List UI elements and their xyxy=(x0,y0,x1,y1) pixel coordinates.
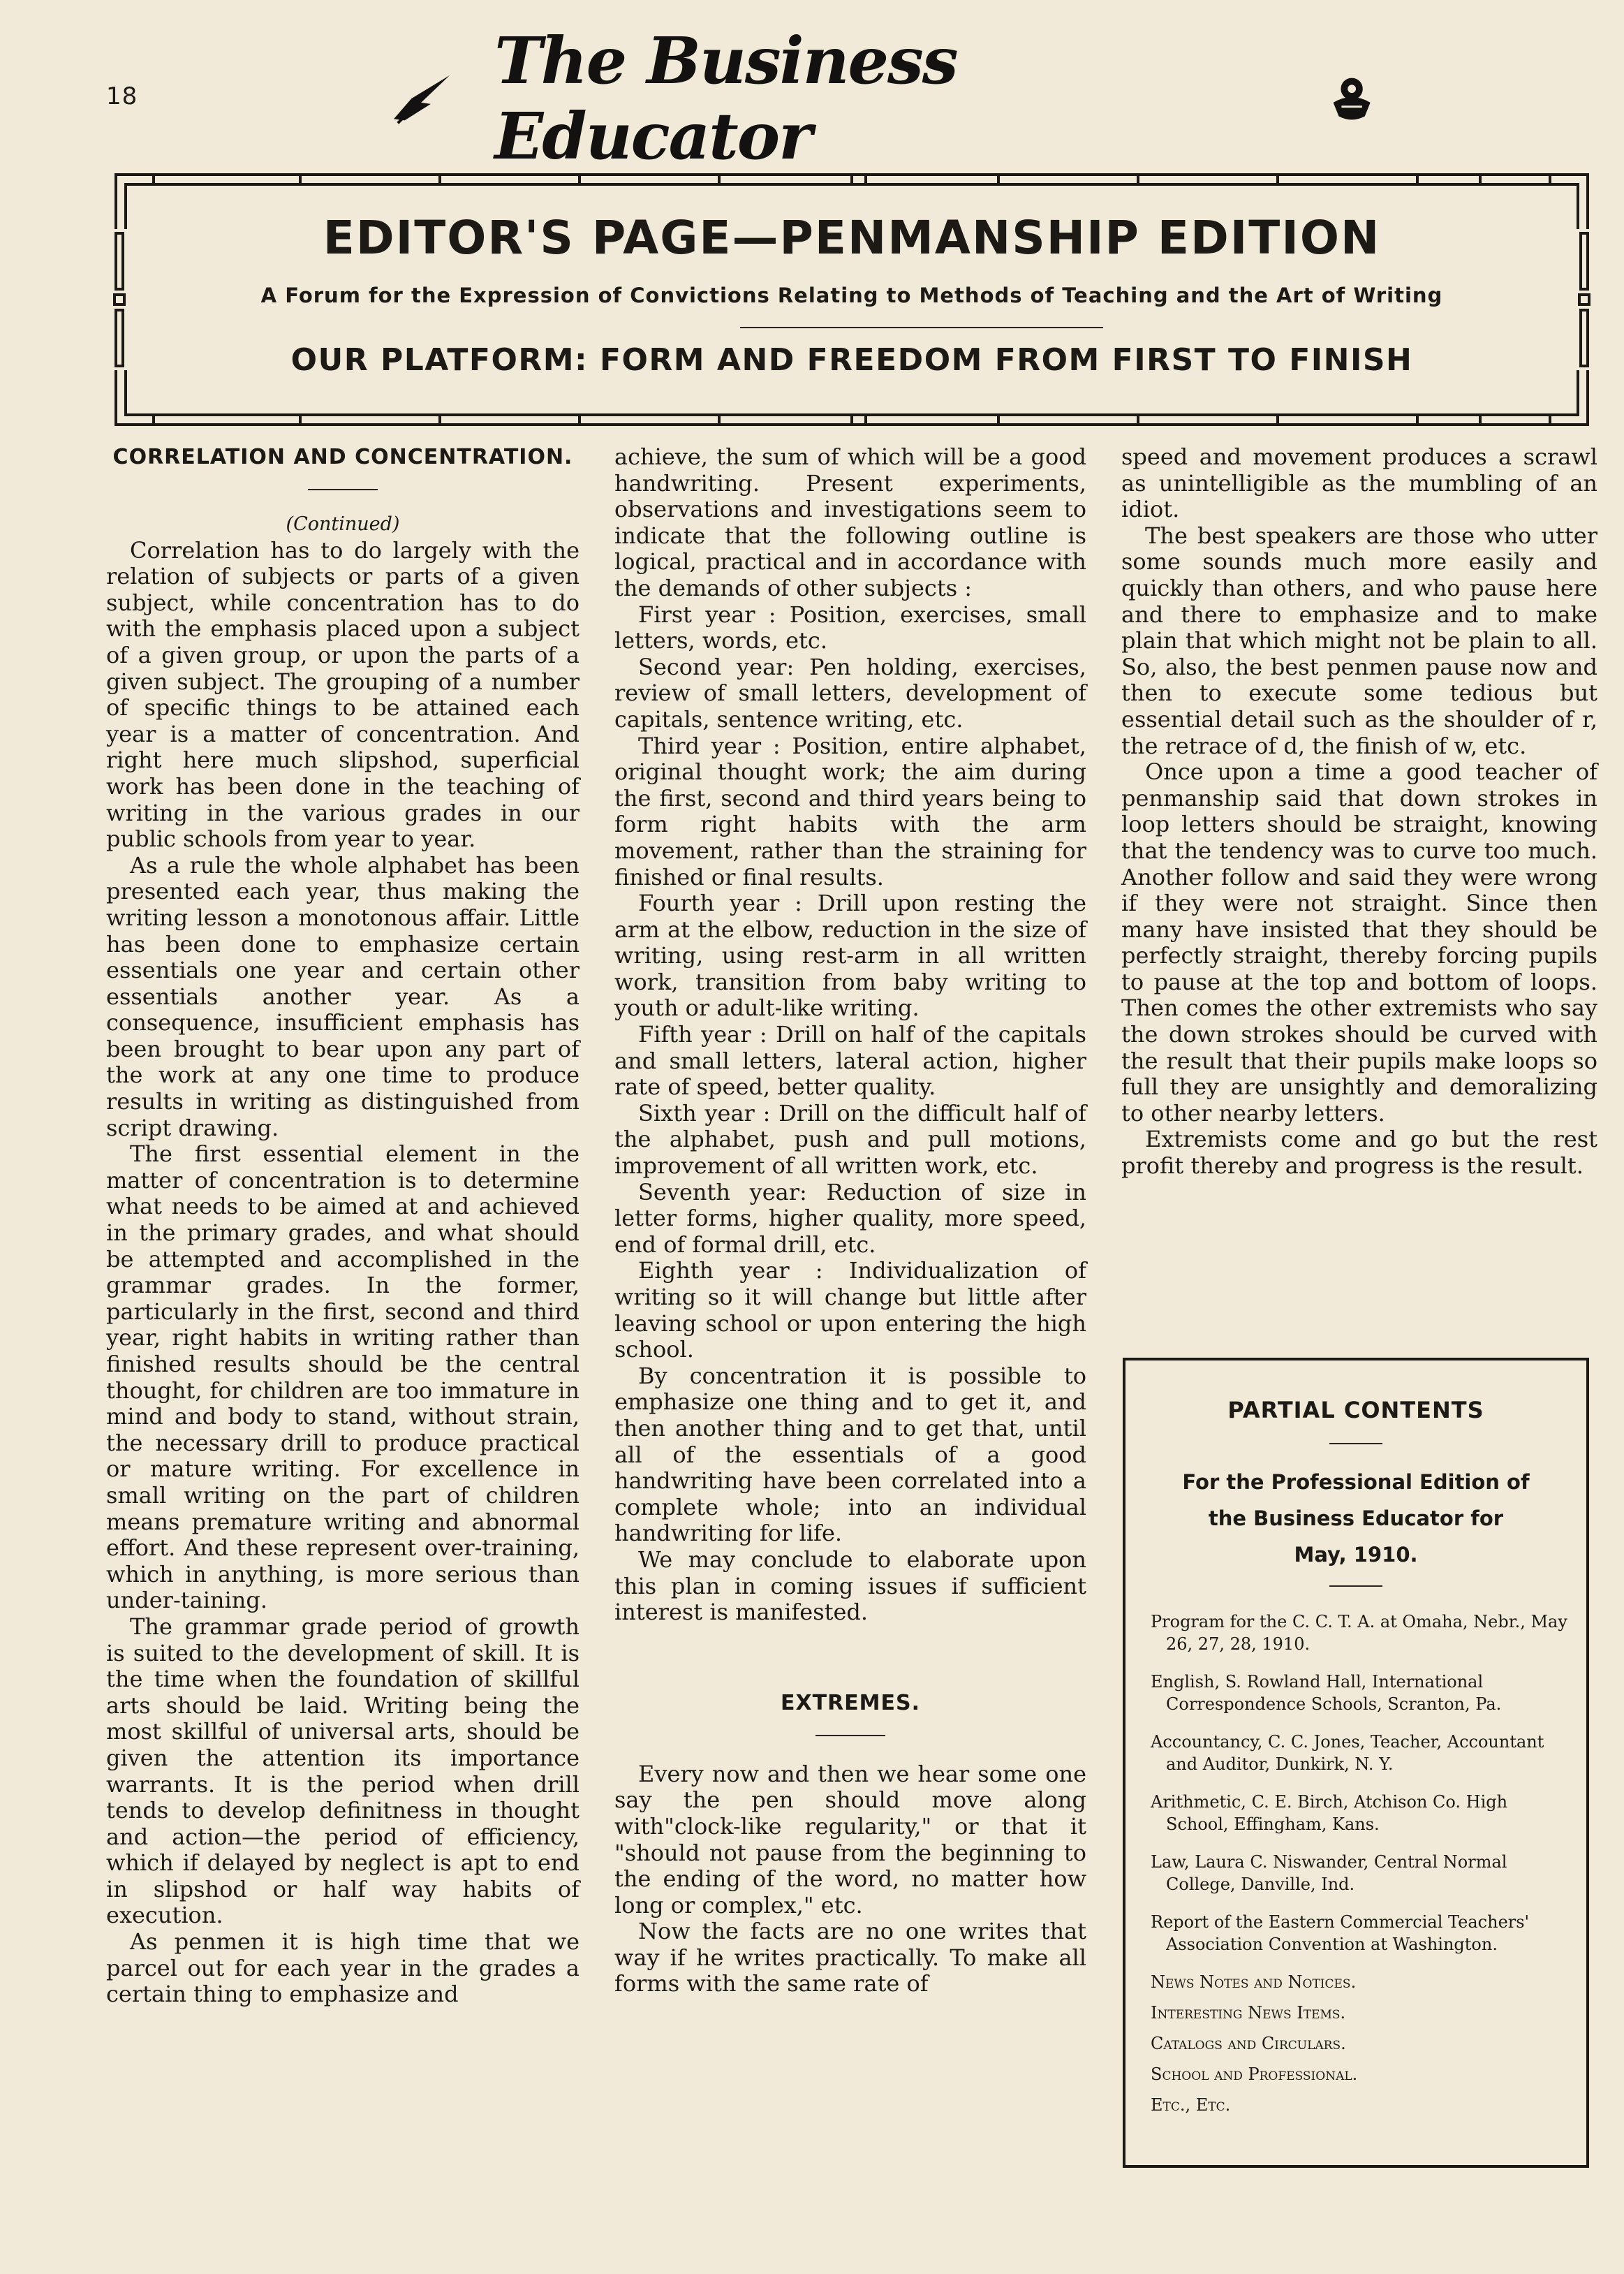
contents-title: PARTIAL CONTENTS xyxy=(1227,1397,1484,1423)
article-paragraph: Correlation has to do largely with the relation of subjects or parts of a given subject, while concentration has to do with the emphasis placed upon a subject of a given group, or upon the parts of a given subject. The grouping of a number of specific things to be attained each year is a matter of concentration. And right here much slipshod, superficial work has been done in the teaching of writing in the various grades in our public schools from year to year. xyxy=(106,536,580,853)
platform-statement: OUR PLATFORM: FORM AND FREEDOM FROM FIRST TO FINISH xyxy=(290,342,1413,378)
editor-page-header xyxy=(112,170,1592,429)
article-paragraph: As a rule the whole alphabet has been presented each year, thus making the writing lesson a monotonous affair. Little has been done to emphasize certain essentials one year and certain other essentials another year. As a consequence, insufficient emphasis has been brought to bear upon any part of the work at any one time to produce results in writing as distinguished from script drawing. xyxy=(106,851,580,1141)
article-paragraph: By concentration it is possible to emphasize one thing and to get it, and then another thing and to get that, until all of the essentials of a good handwriting have been correlated into a complete whole; into an individual handwriting for life. xyxy=(614,1362,1086,1547)
continued-note: (Continued) xyxy=(286,513,400,535)
contents-item: Accountancy, C. C. Jones, Teacher, Accountant and Auditor, Dunkirk, N. Y. xyxy=(1151,1732,1544,1774)
article-paragraph: The first essential element in the matter of concentration is to determine what needs to be aimed at and achieved in the primary grades, and what should be attempted and accomplished in the grammar grades. In the former, particularly in the first, second and third year, right habits in writing rather than finished results should be the central thought, for children are too immature in mind and body to stand, without strain, the necessary drill to produce practical or mature writing. For excellence in small writing on the part of children means premature writing and abnormal effort. And these represent over-training, which in anything, is more serious than under-taining. xyxy=(106,1140,580,1614)
contents-item: Arithmetic, C. E. Birch, Atchison Co. High School, Effingham, Kans. xyxy=(1151,1792,1508,1834)
column-right xyxy=(1121,444,1597,1180)
contents-item: Program for the C. C. T. A. at Omaha, Nebr., May 26, 27, 28, 1910. xyxy=(1151,1612,1567,1654)
year-outline-item: First year : Position, exercises, small letters, words, etc. xyxy=(614,601,1086,654)
article-paragraph: As penmen it is high time that we parcel out for each year in the grades a certain thing to emphasize and xyxy=(106,1928,580,2008)
contents-item: Interesting News Items. xyxy=(1151,2003,1346,2023)
contents-item: Report of the Eastern Commercial Teachers' Association Convention at Washington. xyxy=(1151,1912,1530,1954)
article-paragraph: Once upon a time a good teacher of penmanship said that down strokes in loop letters should be straight, knowing that the tendency was to curve too much. Another follow and said they were wrong if they were not straight. Since then many have insisted that they should be perfectly straight, thereby forcing pupils to pause at the top and bottom of loops. Then comes the other extremists who say the down strokes should be curved with the result that their pupils make loops so full they are unsightly and demoralizing to other nearby letters. xyxy=(1121,758,1597,1127)
article-title-extremes: EXTREMES. xyxy=(780,1690,921,1715)
article-paragraph: The best speakers are those who utter some sounds much more easily and quickly than others, and who pause here and there to emphasize and to make plain that which might not be plain to all. So, also, the best penmen pause now and then to execute some tedious but essential detail such as the shoulder of r, the retrace of d, the finish of w, etc. xyxy=(1121,522,1597,759)
year-outline-item: Seventh year: Reduction of size in letter forms, higher quality, more speed, end of formal drill, etc. xyxy=(614,1178,1086,1258)
article-title-correlation: CORRELATION AND CONCENTRATION. xyxy=(112,445,573,469)
title-divider xyxy=(815,1735,885,1736)
year-outline-item: Eighth year : Individualization of writing so it will change but little after leaving school or upon entering the high school. xyxy=(614,1257,1086,1363)
article-paragraph: Every now and then we hear some one say the pen should move along with"clock-like regularity," or that it "should not pause from the beginning to the ending of the word, no matter how long or complex," etc. xyxy=(614,1760,1086,1919)
article-paragraph: The grammar grade period of growth is suited to the development of skill. It is the time when the foundation of skillful arts should be laid. Writing being the most skillful of universal arts, should be given the attention its importance warrants. It is the period when drill tends to develop definitness in thought and action—the period of efficiency, which if delayed by neglect is apt to end in slipshod or half way habits of execution. xyxy=(106,1613,580,1929)
title-divider xyxy=(308,489,378,490)
contents-item: Catalogs and Circulars. xyxy=(1151,2034,1346,2053)
year-outline-item: Third year : Position, entire alphabet, original thought work; the aim during the first, second and third years being to form right habits with the arm movement, rather than the straining for finished or final results. xyxy=(614,732,1086,890)
contents-item: School and Professional. xyxy=(1151,2064,1358,2084)
partial-contents-box xyxy=(1123,1358,1589,2168)
contents-subtitle: May, 1910. xyxy=(1294,1543,1418,1567)
forum-subtitle: A Forum for the Expression of Convictions Relating to Methods of Teaching and the Art of Writing xyxy=(260,284,1443,307)
contents-subtitle: For the Professional Edition of xyxy=(1182,1470,1530,1494)
year-outline-item: Fifth year : Drill on half of the capitals and small letters, lateral action, higher rate of speed, better quality. xyxy=(614,1021,1086,1101)
year-outline-item: Fourth year : Drill upon resting the arm at the elbow, reduction in the size of writing, using rest-arm in all written work, transition from baby writing to youth or adult-like writing. xyxy=(614,890,1086,1022)
contents-divider xyxy=(1329,1585,1382,1587)
article-paragraph: speed and movement produces a scrawl as unintelligible as the mumbling of an idiot. xyxy=(1121,443,1597,523)
masthead-title: The Business Educator xyxy=(494,23,957,174)
article-paragraph: Extremists come and go but the rest profit thereby and progress is the result. xyxy=(1121,1126,1597,1180)
page-number: 18 xyxy=(106,82,138,110)
contents-item: Etc., Etc. xyxy=(1151,2095,1231,2115)
article-paragraph: We may conclude to elaborate upon this plan in coming issues if sufficient interest is manifested. xyxy=(614,1546,1086,1626)
contents-item: Law, Laura C. Niswander, Central Normal College, Danville, Ind. xyxy=(1151,1852,1507,1894)
contents-divider xyxy=(1329,1443,1382,1444)
year-outline-item: Second year: Pen holding, exercises, review of small letters, development of capitals, sentence writing, etc. xyxy=(614,653,1086,733)
contents-item: English, S. Rowland Hall, International Correspondence Schools, Scranton, Pa. xyxy=(1151,1672,1502,1714)
quill-pen-icon xyxy=(391,71,452,126)
emblem-icon xyxy=(1321,71,1382,126)
editor-page-title: EDITOR'S PAGE—PENMANSHIP EDITION xyxy=(323,211,1381,265)
year-outline-item: Sixth year : Drill on the difficult half of the alphabet, push and pull motions, improvement of all written work, etc. xyxy=(614,1099,1086,1180)
contents-item: News Notes and Notices. xyxy=(1151,1972,1357,1992)
masthead xyxy=(391,23,1382,174)
contents-list xyxy=(1151,1611,1570,2116)
column-left xyxy=(106,444,580,2008)
article-paragraph: Now the facts are no one writes that way if he writes practically. To make all forms with the same rate of xyxy=(614,1918,1086,1997)
column-middle xyxy=(614,444,1086,1997)
contents-subtitle: the Business Educator for xyxy=(1208,1506,1504,1530)
header-divider xyxy=(740,327,1103,328)
article-paragraph: achieve, the sum of which will be a good handwriting. Present experiments, observations and investigations seem to indicate that the following outline is logical, practical and in accordance with the demands of other subjects : xyxy=(614,443,1086,601)
